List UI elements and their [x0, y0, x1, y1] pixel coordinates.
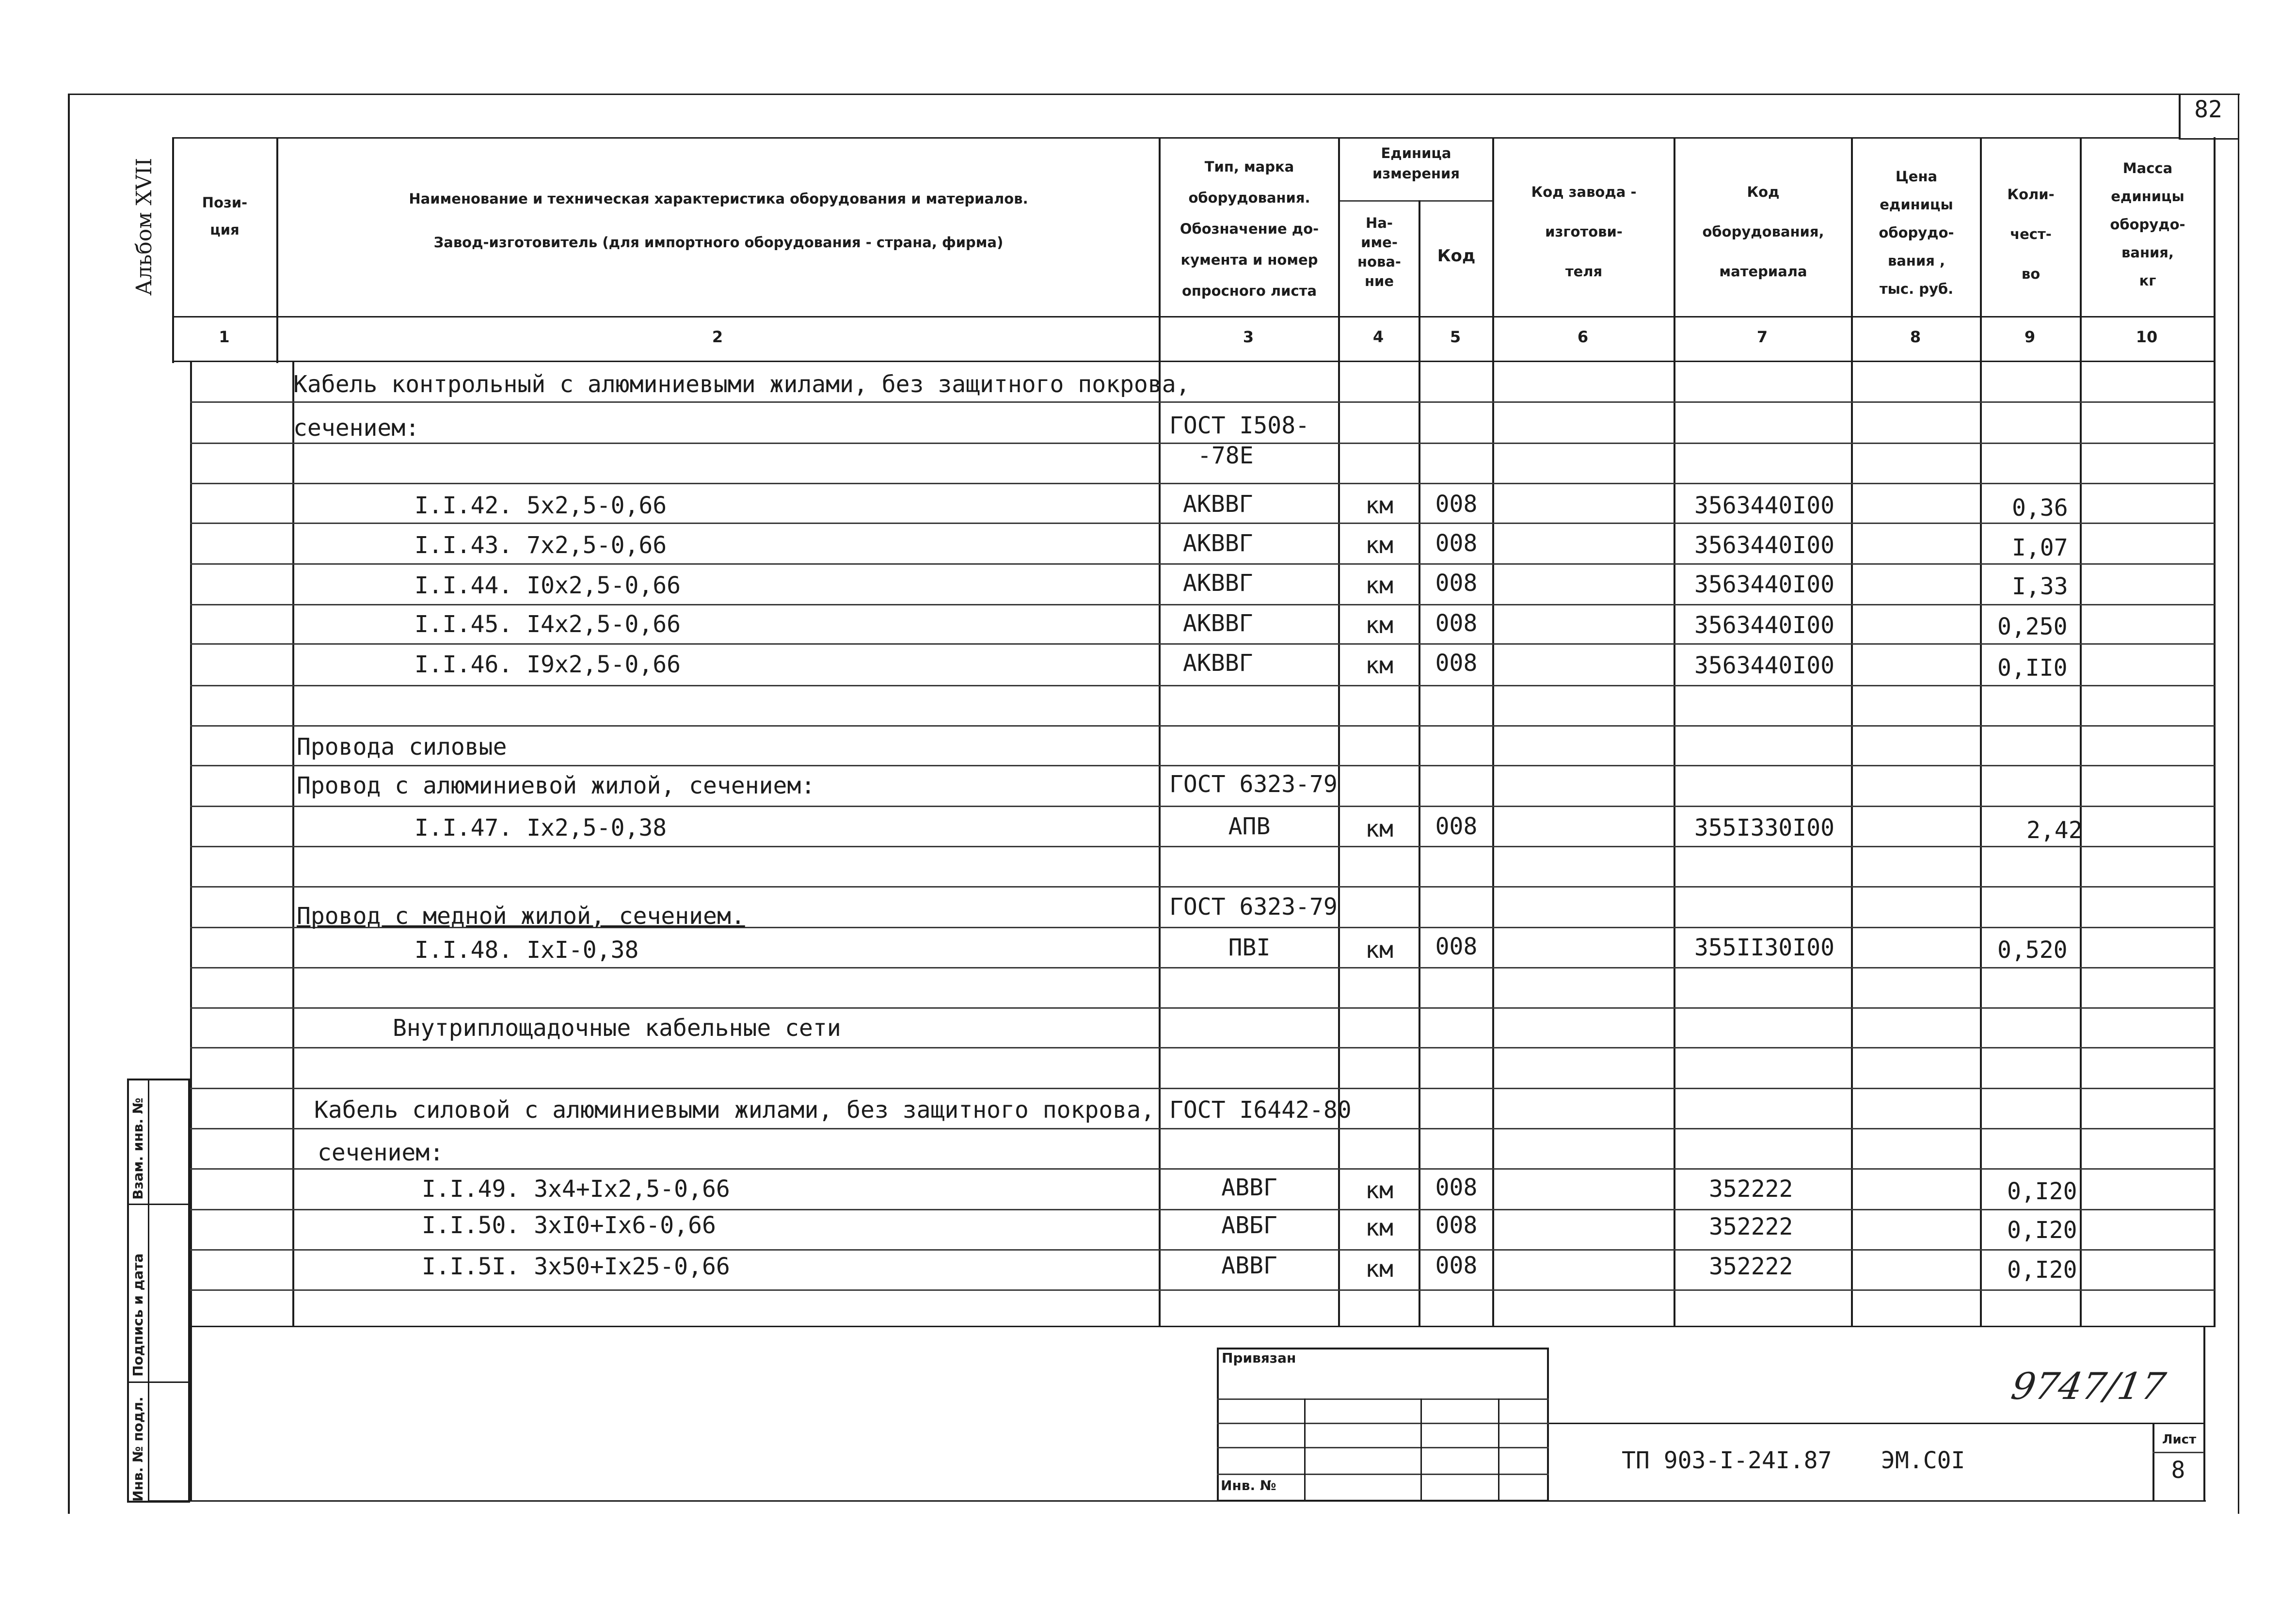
- row-line: [190, 1249, 2215, 1251]
- row-line: [190, 1088, 2215, 1089]
- outer-frame-right: [2238, 94, 2239, 1514]
- col-line-4: [1419, 200, 1420, 1327]
- item-quantity: 0,I20: [2007, 1217, 2077, 1244]
- item-code: 3563440I00: [1694, 532, 1834, 559]
- row-line: [190, 846, 2215, 847]
- side-stamp-divider: [148, 1079, 149, 1503]
- column-number: 2: [712, 328, 723, 346]
- column-number: 7: [1756, 328, 1768, 346]
- sheet-label: Лист: [2162, 1432, 2197, 1447]
- row-line: [190, 1209, 2215, 1210]
- item-name: Кабель силовой с алюминиевыми жилами, без защитного покрова,: [314, 1096, 1155, 1124]
- col-line-1b: [292, 361, 294, 1327]
- item-type: АВВГ: [1221, 1174, 1277, 1201]
- header-quantity: Коли- чест- во: [2007, 186, 2055, 282]
- item-name: I.I.42. 5х2,5-0,66: [415, 492, 667, 519]
- item-unit-code: 008: [1435, 491, 1478, 518]
- section-title: Провода силовые: [297, 733, 507, 761]
- col-line-9: [2080, 137, 2082, 1327]
- item-unit-code: 008: [1435, 813, 1478, 840]
- item-standard: ГОСТ 6323-79: [1169, 893, 1338, 921]
- header-type: Тип, марка оборудования. Обозначение до- кумента и номер опросного листа: [1180, 159, 1319, 299]
- sheet-corner-number: 82: [2194, 96, 2222, 123]
- item-quantity: 2,42: [2026, 817, 2083, 844]
- item-code: 355I330I00: [1694, 814, 1834, 841]
- outer-frame-top: [68, 94, 2240, 95]
- row-line: [190, 1289, 2215, 1291]
- row-line: [190, 886, 2215, 888]
- column-number: 6: [1577, 328, 1589, 346]
- header-name: Наименование и техническая характеристика оборудования и материалов. Завод-изготовитель (для импортного оборудования - страна, фирма): [409, 190, 1028, 251]
- designation-top: [1549, 1423, 2204, 1424]
- item-unit-code: 008: [1435, 1212, 1478, 1239]
- row-line: [190, 1128, 2215, 1129]
- header-units: Единица измерения: [1372, 145, 1460, 182]
- side-stamp-inv-podl: Инв. № подл.: [130, 1397, 146, 1502]
- item-unit-code: 008: [1435, 610, 1478, 637]
- item-unit: км: [1365, 572, 1393, 599]
- item-code: 352222: [1709, 1213, 1793, 1240]
- handwritten-number: 9747/17: [2008, 1365, 2169, 1408]
- side-stamp-zam-inv: Взам. инв. №: [130, 1097, 146, 1200]
- item-unit: км: [1365, 652, 1393, 679]
- item-unit-code: 008: [1435, 570, 1478, 597]
- item-code: 3563440I00: [1694, 571, 1834, 598]
- item-quantity: I,07: [2012, 534, 2068, 561]
- item-name: I.I.44. I0х2,5-0,66: [415, 572, 681, 599]
- col-line-7: [1851, 137, 1853, 1327]
- col-line-3: [1338, 137, 1340, 1327]
- item-unit: км: [1365, 1214, 1393, 1241]
- item-unit: км: [1365, 532, 1393, 559]
- header-unit-name: На- име- нова- ние: [1357, 215, 1401, 289]
- item-name: I.I.47. Iх2,5-0,38: [415, 814, 667, 841]
- title-block-bottom: [148, 1500, 2206, 1502]
- item-unit: км: [1365, 492, 1393, 519]
- col-line-8: [1980, 137, 1982, 1327]
- row-line: [190, 1047, 2215, 1048]
- item-quantity: 0,36: [2012, 494, 2068, 522]
- col-line-10: [2214, 137, 2216, 1327]
- item-name: I.I.48. IхI-0,38: [415, 936, 639, 964]
- item-code: 3563440I00: [1694, 652, 1834, 679]
- header-mass: Масса единицы оборудо- вания, кг: [2110, 160, 2185, 289]
- privyazan-label: Привязан: [1222, 1350, 1296, 1366]
- column-number: 8: [1910, 328, 1921, 346]
- item-name: I.I.43. 7х2,5-0,66: [415, 532, 667, 559]
- item-name: I.I.45. I4х2,5-0,66: [415, 611, 681, 638]
- item-unit: км: [1365, 1177, 1393, 1204]
- item-type: АВВГ: [1221, 1252, 1277, 1279]
- col-line-5: [1492, 137, 1494, 1327]
- column-number: 3: [1243, 328, 1254, 346]
- item-name: Кабель контрольный с алюминиевыми жилами, без защитного покрова,: [293, 371, 1190, 398]
- units-header-divider: [1338, 200, 1492, 202]
- side-stamp-row: [127, 1204, 190, 1205]
- item-unit: км: [1365, 936, 1393, 964]
- row-line: [190, 483, 2215, 484]
- item-quantity: 0,I20: [2007, 1178, 2077, 1205]
- item-type: АПВ: [1228, 813, 1271, 840]
- table-bottom-border: [191, 1326, 2216, 1327]
- inv-no-label: Инв. №: [1221, 1477, 1276, 1493]
- item-standard: ГОСТ I508-: [1169, 412, 1309, 439]
- item-type: АВБГ: [1221, 1212, 1277, 1239]
- item-unit: км: [1365, 815, 1393, 842]
- col-line-2: [1159, 137, 1161, 1327]
- row-line: [190, 1007, 2215, 1009]
- item-unit-code: 008: [1435, 1252, 1478, 1279]
- item-type: АКВВГ: [1183, 491, 1253, 518]
- item-quantity: 0,520: [1997, 936, 2068, 964]
- sheet-box-divider: [2152, 1452, 2204, 1453]
- item-name: сечением:: [318, 1139, 444, 1166]
- item-name: I.I.50. 3хI0+Iх6-0,66: [422, 1212, 716, 1239]
- item-code: 3563440I00: [1694, 612, 1834, 639]
- item-standard: -78Е: [1197, 442, 1254, 469]
- side-stamp-row: [127, 1381, 190, 1383]
- header-factory-code: Код завода - изготови- теля: [1531, 184, 1637, 280]
- item-name: сечением:: [293, 414, 420, 442]
- item-name: I.I.5I. 3х50+Iх25-0,66: [422, 1253, 730, 1280]
- item-code: 352222: [1709, 1175, 1793, 1203]
- privyazan-col: [1304, 1398, 1306, 1500]
- row-line: [190, 685, 2215, 686]
- item-name: I.I.46. I9х2,5-0,66: [415, 651, 681, 678]
- table-top-border: [172, 137, 2179, 139]
- doc-code: ТП 903-I-24I.87: [1622, 1447, 1832, 1474]
- row-line: [190, 725, 2215, 727]
- privyazan-col: [1420, 1398, 1422, 1500]
- item-type: АКВВГ: [1183, 650, 1253, 677]
- column-number: 10: [2136, 328, 2158, 346]
- item-quantity: 0,II0: [1997, 654, 2068, 682]
- item-unit-code: 008: [1435, 530, 1478, 557]
- item-code: 352222: [1709, 1253, 1793, 1280]
- row-line: [190, 604, 2215, 605]
- item-unit-code: 008: [1435, 650, 1478, 677]
- item-type: АКВВГ: [1183, 610, 1253, 637]
- item-code: 355II30I00: [1694, 934, 1834, 961]
- item-unit-code: 008: [1435, 1174, 1478, 1201]
- section-title: Внутриплощадочные кабельные сети: [393, 1015, 841, 1042]
- item-standard: ГОСТ I6442-80: [1169, 1096, 1352, 1124]
- title-block-left: [190, 1326, 192, 1500]
- item-type: ПВI: [1228, 934, 1271, 961]
- col-line-6: [1674, 137, 1675, 1327]
- item-name: I.I.49. 3х4+Iх2,5-0,66: [422, 1175, 730, 1203]
- item-unit-code: 008: [1435, 933, 1478, 960]
- column-number: 4: [1372, 328, 1384, 346]
- item-quantity: 0,I20: [2007, 1256, 2077, 1284]
- corner-box-bottom: [2179, 138, 2239, 140]
- item-type: АКВВГ: [1183, 570, 1253, 597]
- item-quantity: 0,250: [1997, 613, 2068, 640]
- column-number: 9: [2024, 328, 2036, 346]
- item-quantity: I,33: [2012, 573, 2068, 600]
- item-type: АКВВГ: [1183, 530, 1253, 557]
- header-unit-code: Код: [1437, 246, 1476, 266]
- row-line: [190, 643, 2215, 645]
- item-unit: км: [1365, 612, 1393, 639]
- item-unit: км: [1365, 1255, 1393, 1283]
- header-price: Цена единицы оборудо- вания , тыс. руб.: [1879, 168, 1954, 297]
- sheet-number: 8: [2171, 1457, 2185, 1484]
- column-number: 5: [1450, 328, 1461, 346]
- row-line: [190, 563, 2215, 565]
- header-bottom-border: [172, 316, 2216, 317]
- row-line: [190, 806, 2215, 807]
- row-line: [190, 765, 2215, 766]
- side-stamp-podpis: Подпись и дата: [130, 1253, 146, 1377]
- item-name: Провод с медной жилой, сечением.: [297, 903, 745, 930]
- album-label: Альбом XVII: [132, 158, 157, 296]
- header-position: Пози- ция: [202, 194, 248, 238]
- title-block-right: [2203, 1326, 2205, 1502]
- col-line-0b: [190, 361, 192, 1327]
- row-line: [190, 967, 2215, 968]
- row-line: [190, 401, 2215, 403]
- doc-sub: ЭМ.С0I: [1881, 1447, 1965, 1474]
- row-line: [190, 523, 2215, 524]
- corner-box-left: [2179, 94, 2181, 139]
- privyazan-col: [1498, 1398, 1499, 1500]
- item-code: 3563440I00: [1694, 492, 1834, 519]
- column-number: 1: [219, 328, 230, 346]
- row-line: [190, 1168, 2215, 1170]
- item-name: Провод с алюминиевой жилой, сечением:: [297, 772, 815, 799]
- item-standard: ГОСТ 6323-79: [1169, 771, 1338, 798]
- outer-frame-left: [68, 94, 70, 1514]
- header-equipment-code: Код оборудования, материала: [1702, 184, 1824, 280]
- sheet-box-left: [2152, 1423, 2154, 1502]
- colnum-bottom-border: [172, 361, 2216, 362]
